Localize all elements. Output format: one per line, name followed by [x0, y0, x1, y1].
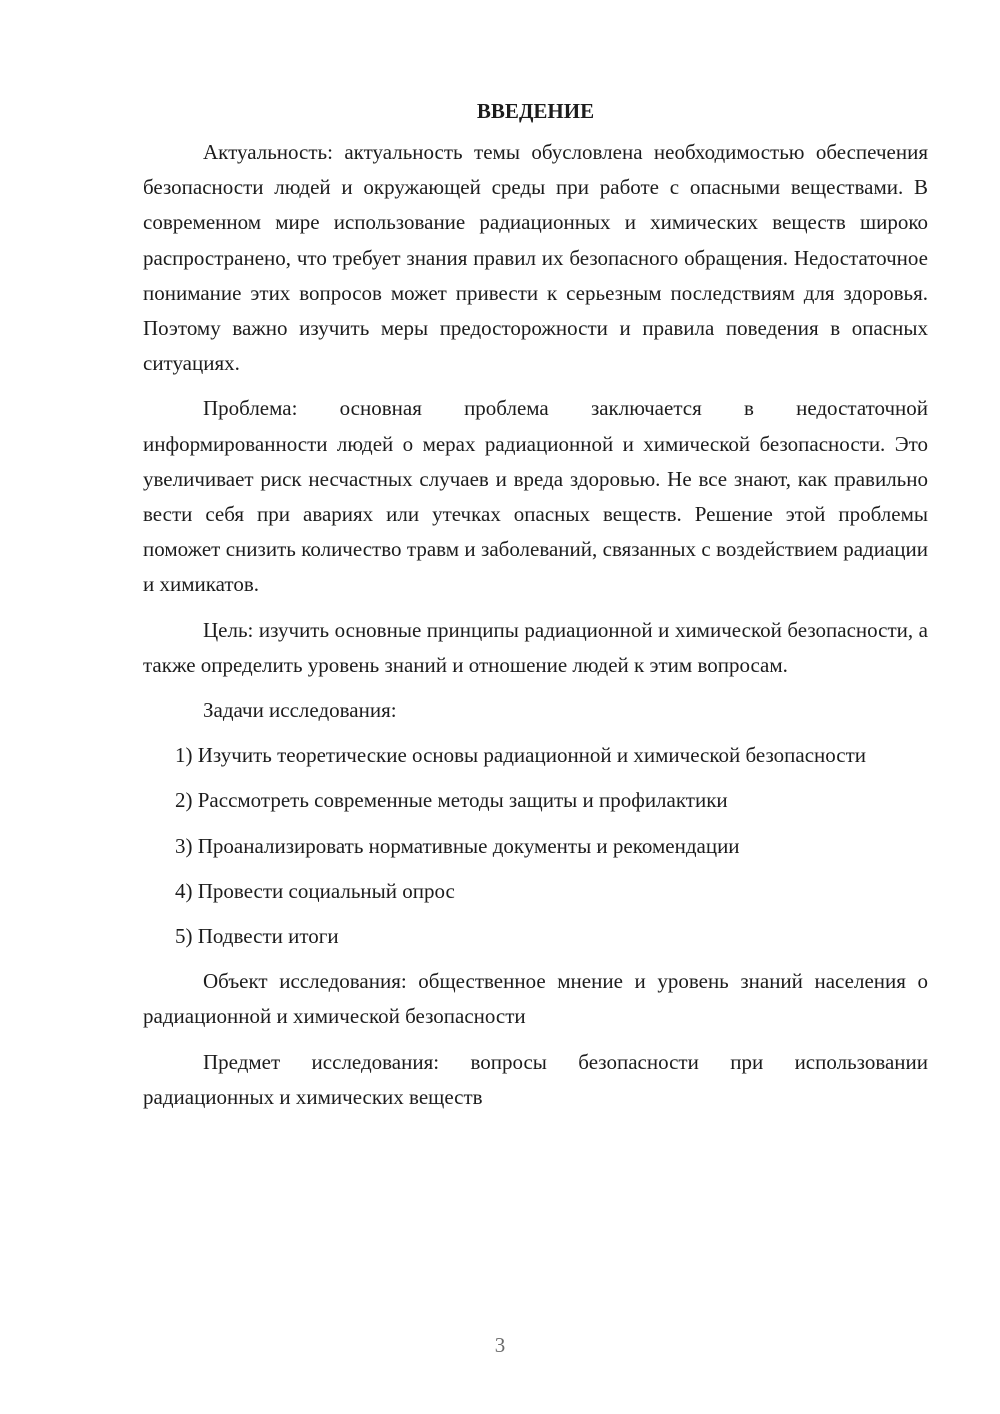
task-item: 5) Подвести итоги [175, 924, 339, 949]
tasks-heading: Задачи исследования: [203, 698, 397, 723]
paragraph-object: Объект исследования: общественное мнение и уровень знаний населения о радиационной и химической безопасности [143, 969, 928, 1029]
task-item: 1) Изучить теоретические основы радиационной и химической безопасности [175, 743, 867, 768]
task-item: 4) Провести социальный опрос [175, 878, 455, 903]
task-item: 3) Проанализировать нормативные документы и рекомендации [175, 833, 740, 858]
page-number: 3 [494, 1333, 506, 1357]
task-item: 2) Рассмотреть современные методы защиты и профилактики [175, 788, 728, 813]
paragraph-subject: Предмет исследования: вопросы безопасности при использовании радиационных и химических веществ [143, 1049, 928, 1109]
paragraph-relevance: Актуальность: актуальность темы обусловлена необходимостью обеспечения безопасности людей и окружающей среды при работе с опасными веществами. В современном мире использование радиационных и химических веществ широко распространено, что требует знания правил их безопасного обращения. Недостаточное понимание этих вопросов может привести к серьезным последствиям для здоровья. Поэтому важно изучить меры предосторожности и правила поведения в опасных ситуациях. [143, 140, 928, 376]
tasks-list [143, 738, 928, 954]
section-title: ВВЕДЕНИЕ [476, 99, 595, 123]
page-content [143, 97, 928, 1125]
paragraph-problem: Проблема: основная проблема заключается в недостаточной информированности людей о мерах радиационной и химической безопасности. Это увеличивает риск несчастных случаев и вреда здоровью. Не все знают, как правильно вести себя при авариях или утечках опасных веществ. Решение этой проблемы поможет снизить количество травм и заболеваний, связанных с воздействием радиации и химикатов. [143, 396, 928, 597]
paragraph-goal: Цель: изучить основные принципы радиационной и химической безопасности, а также определить уровень знаний и отношение людей к этим вопросам. [143, 617, 928, 677]
